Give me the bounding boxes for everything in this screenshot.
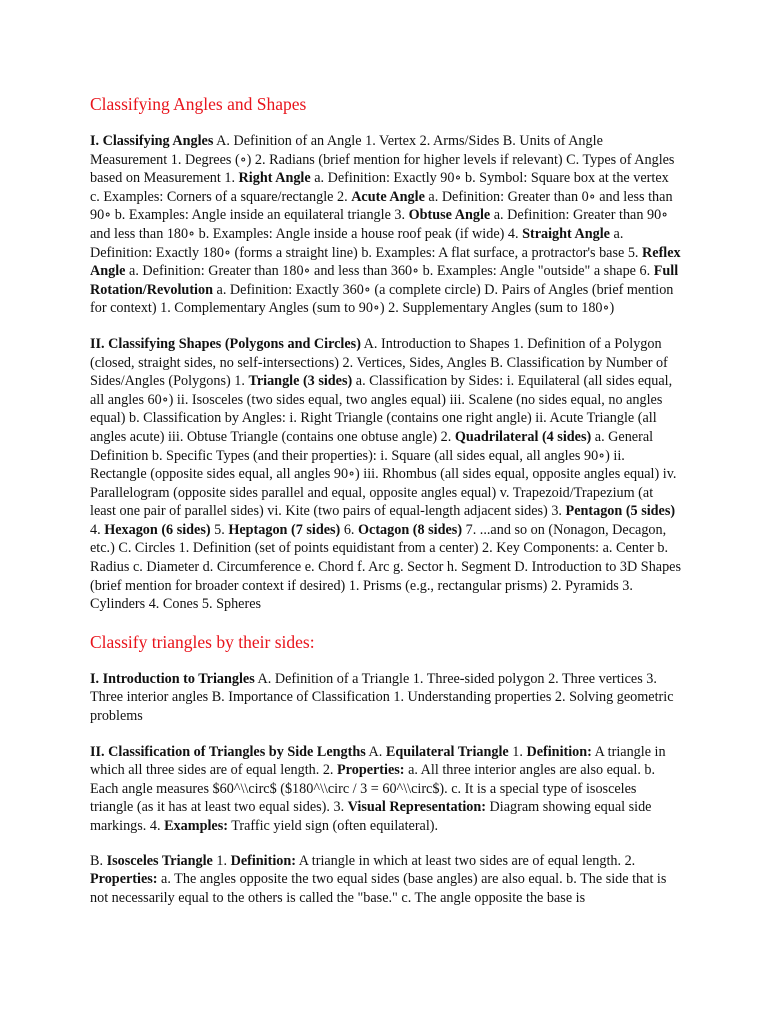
text-run: A triangle in which at least two sides are of equal length. 2.	[296, 852, 636, 869]
paragraph-classification-by-side-lengths	[90, 743, 682, 836]
text-run: A. Introduction to Shapes 1. Definition of a Polygon (closed, straight sides, no self-intersections) 2. Vertices, Sides, Angles B. Classification by Number of Sides/Angles (Polygons) 1.	[90, 335, 668, 390]
text-run: a. General Definition b. Specific Types (and their properties): i. Square (all sides equal, all angles 90∘) ii. Rectangle (opposite sides equal, all angles 90∘) iii. Rhombus (all sides equal, opposite angles equal) iv. Parallelogram (opposite sides parallel and equal, opposite angles equal) v. Trapezoid/Trapezium (at least one pair of parallel sides) vi. Kite (two pairs of equal-length adjacent sides) 3.	[90, 428, 677, 520]
bold-term: I. Introduction to Triangles	[90, 670, 255, 687]
text-run: 6.	[340, 521, 358, 538]
text-run: a. Definition: Exactly 90∘ b. Symbol: Square box at the vertex c. Examples: Corners of a square/rectangle 2.	[90, 170, 669, 205]
heading-classify-triangles-by-sides: Classify triangles by their sides:	[90, 631, 315, 652]
bold-term: Isosceles Triangle	[106, 852, 213, 869]
text-run: 4.	[90, 521, 105, 538]
bold-term: Visual Representation:	[347, 799, 486, 816]
bold-term: Properties:	[90, 871, 158, 888]
text-run: a. Definition: Greater than 0∘ and less than 90∘ b. Examples: Angle inside an equilateral triangle 3.	[90, 188, 673, 224]
paragraph-isosceles-triangle	[90, 852, 682, 908]
paragraph-classifying-shapes	[90, 335, 682, 614]
bold-term: II. Classification of Triangles by Side Lengths	[90, 743, 366, 760]
bold-term: Straight Angle	[522, 225, 610, 242]
text-run: a. Definition: Greater than 90∘ and less than 180∘ b. Examples: Angle inside a house roof peak (if wide) 4.	[90, 207, 669, 242]
paragraph-classifying-angles	[90, 132, 682, 318]
text-run: a. Definition: Exactly 180∘ (forms a straight line) b. Examples: A flat surface, a protractor's base 5.	[90, 225, 643, 261]
bold-term: Acute Angle	[351, 188, 425, 205]
bold-term: Right Angle	[238, 170, 311, 187]
text-run: a. All three interior angles are also equal. b. Each angle measures $60^\\circ$ ($180^\\circ / 3 = 60^\\circ$). c. It is a special type of isosceles triangle (as it has at least two equal sides). 3.	[90, 762, 656, 816]
bold-term: Hexagon (6 sides)	[104, 521, 211, 538]
bold-term: Full Rotation/Revolution	[90, 263, 679, 298]
heading-classifying-angles-and-shapes: Classifying Angles and Shapes	[90, 94, 307, 114]
bold-term: II. Classifying Shapes (Polygons and Circles)	[90, 335, 361, 352]
text-run: A. Definition of a Triangle 1. Three-sided polygon 2. Three vertices 3. Three interior angles B. Importance of Classification 1. Understanding properties 2. Solving geometric problems	[90, 670, 674, 725]
bold-term: Definition:	[526, 743, 592, 760]
bold-term: Reflex Angle	[90, 244, 681, 280]
text-run: Diagram showing equal side markings. 4.	[90, 799, 652, 834]
text-run: A.	[365, 743, 386, 760]
bold-term: I. Classifying Angles	[90, 133, 214, 149]
bold-term: Heptagon (7 sides)	[228, 521, 341, 538]
document-content	[90, 93, 682, 907]
bold-term: Equilateral Triangle	[385, 743, 509, 760]
text-run: a. Definition: Exactly 360∘ (a complete circle) D. Pairs of Angles (brief mention for context) 1. Complementary Angles (sum to 90∘) 2. Supplementary Angles (sum to 180∘)	[90, 281, 674, 317]
text-run: a. The angles opposite the two equal sides (base angles) are also equal. b. The side that is not necessarily equal to the others is called the "base." c. The angle opposite the base is	[90, 871, 667, 906]
bold-term: Properties:	[337, 762, 405, 779]
bold-term: Triangle (3 sides)	[248, 373, 353, 390]
bold-term: Obtuse Angle	[408, 207, 491, 224]
text-run: A triangle in which all three sides are of equal length. 2.	[90, 743, 666, 779]
text-run: 7. ...and so on (Nonagon, Decagon, etc.) C. Circles 1. Definition (set of points equidistant from a center) 2. Key Components: a. Center b. Radius c. Diameter d. Circumference e. Chord f. Arc g. Sector h. Segment D. Introduction to 3D Shapes (brief mention for broader context if desired) 1. Prisms (e.g., rectangular prisms) 2. Pyramids 3. Cylinders 4. Cones 5. Spheres	[90, 521, 681, 613]
bold-term: Pentagon (5 sides)	[565, 503, 676, 520]
text-run: 1.	[508, 743, 527, 760]
text-run: A. Definition of an Angle 1. Vertex 2. Arms/Sides B. Units of Angle Measurement 1. Degrees (∘) 2. Radians (brief mention for higher levels if relevant) C. Types of Angles based on Measurement 1.	[90, 133, 675, 187]
text-run: 5.	[210, 521, 229, 538]
text-run: a. Classification by Sides: i. Equilateral (all sides equal, all angles 60∘) ii. Isosceles (two sides equal, two angles equal) iii. Scalene (no sides equal, no angles equal) b. Classification by Angles: i. Right Triangle (contains one right angle) ii. Acute Triangle (all angles acute) iii. Obtuse Triangle (contains one obtuse angle) 2.	[90, 373, 673, 445]
bold-term: Examples:	[164, 818, 228, 834]
text-run: Traffic yield sign (often equilateral).	[227, 818, 439, 834]
bold-term: Octagon (8 sides)	[358, 521, 463, 538]
bold-term: Quadrilateral (4 sides)	[454, 428, 592, 445]
text-run: B.	[90, 852, 107, 869]
text-run: a. Definition: Greater than 180∘ and less than 360∘ b. Examples: Angle "outside" a shape 6.	[125, 263, 654, 280]
paragraph-introduction-to-triangles	[90, 670, 682, 726]
bold-term: Definition:	[230, 852, 296, 869]
text-run: 1.	[212, 852, 231, 869]
